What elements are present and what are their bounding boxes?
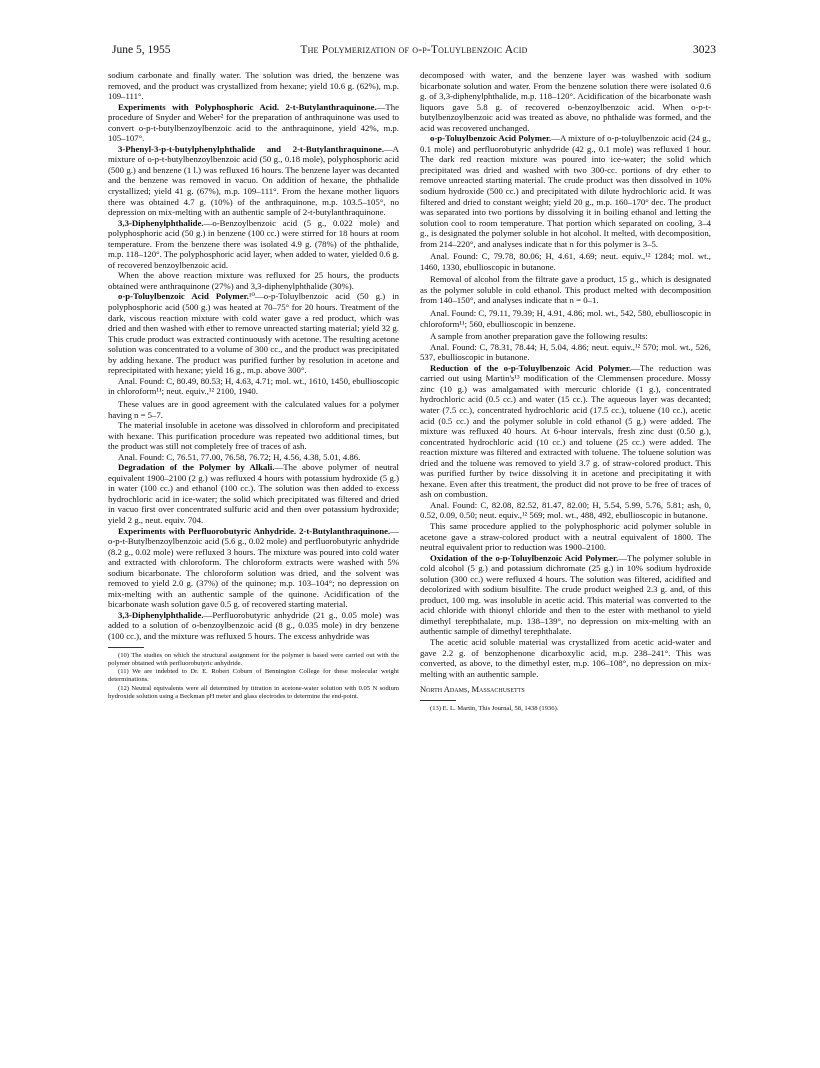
paragraph	[420, 342, 711, 363]
header-date: June 5, 1955	[112, 44, 171, 56]
paragraph	[420, 521, 711, 553]
paragraph	[108, 610, 399, 642]
paragraph-text: —o-p-t-Butylbenzoylbenzoic acid (5.6 g., 0.02 mole) and perfluorobutyric anhydride (8.2 g., 0.02 mole) were refluxed 3 hours. The mixture was poured into cold water and extracted with chloroform. The chloroform extracts were washed with 5% sodium bicarbonate. The chloroform solution was dried, and the solvent was removed to yield 2.0 g. (37%) of the quinone; m.p. 103–104°; no depression on mix-melting with an authentic sample of the quinone. Acidification of the bicarbonate wash solution gave 0.5 g. of recovered starting material.	[108, 525, 399, 610]
page-number: 3023	[693, 44, 716, 56]
paragraph-text: ¹⁰—o-p-Toluylbenzoic acid (50 g.) in polyphosphoric acid (500 g.) was heated at 70–75° for 20 hours. Treatment of the dark, viscous reaction mixture with cold water gave a red product, which was dried and then washed with ether to remove unreacted starting material; yield 32 g. This crude product was extracted continuously with acetone. The resulting acetone solution was concentrated to a volume of 300 cc., and the product was precipitated by adding hexane. The product was purified further by resolution in acetone and reprecipitated with hexane; yield 16 g., m.p. above 300°.	[108, 291, 399, 376]
running-head	[112, 44, 716, 60]
paragraph-text: When the above reaction mixture was refluxed for 25 hours, the products obtained were anthraquinone (27%) and 3,3-diphenylphthalide (30%).	[108, 270, 399, 291]
left-column	[108, 70, 399, 701]
paragraph	[108, 399, 399, 420]
paragraph-text: This same procedure applied to the polyphosphoric acid polymer soluble in acetone gave a straw-colored product with a neutral equivalent of 1800. The neutral equivalent prior to reduction was 1900–2100.	[420, 520, 711, 553]
footnote: (12) Neutral equivalents were all determined by titration in acetone-water solution with 0.05 N sodium hydroxide solution using a Beckman pH meter and glass electrodes to determine the end-point.	[108, 684, 399, 701]
paragraph-text: These values are in good agreement with the calculated values for a polymer having n = 5–7.	[108, 398, 399, 420]
paragraph	[420, 363, 711, 500]
paragraph	[420, 251, 711, 272]
paragraph-text: decomposed with water, and the benzene layer was washed with sodium bicarbonate solution and water. From the benzene solution there were isolated 0.6 g. of 3,3-diphenylphthalide, m.p. 118–120°. Acidification of the bicarbonate wash liquors gave 5.8 g. of recovered o-benzoylbenzoic acid. When o-p-t-butylbenzoylbenzoic acid was treated as above, no phthalide was formed, and the acid was recovered unchanged.	[420, 70, 711, 133]
paragraph-text: —The procedure of Snyder and Weber² for the preparation of anthraquinone was used to convert o-p-t-butylbenzoylbenzoic acid to the anthraquinone, yield 42%, m.p. 105–107°.	[108, 101, 399, 144]
section-heading: 3,3-Diphenylphthalide.	[118, 609, 204, 620]
paragraph-text: Anal. Found: C, 78.31, 78.44; H, 5.04, 4.86; neut. equiv.,¹² 570; mol. wt., 526, 537, ebullioscopic in butanone.	[420, 341, 711, 363]
paragraph	[420, 637, 711, 679]
paragraph-text: Anal. Found: C, 82.08, 82.52, 81.47, 82.00; H, 5.54, 5.99, 5.76, 5.81; ash, 0, 0.52, 0.09, 0.50; neut. equiv.,¹² 569; mol. wt., 488, 492, ebullioscopic in butanone.	[420, 499, 711, 521]
paragraph	[420, 70, 711, 133]
author-location: North Adams, Massachusetts	[420, 684, 525, 695]
paragraph	[420, 274, 711, 306]
footnote: (11) We are indebted to Dr. E. Robert Coburn of Bennington College for these molecular weight determinations.	[108, 668, 399, 684]
footnote-rule	[108, 647, 144, 648]
paragraph	[108, 452, 399, 463]
footnote: (10) The studies on which the structural assignment for the polymer is based were carried out with the polymer obtained with perfluorobutyric anhydride.	[108, 651, 399, 667]
header-title: The Polymerization of o-p-Toluylbenzoic Acid	[300, 44, 528, 56]
paragraph-text: —Perfluorobutyric anhydride (21 g., 0.05 mole) was added to a solution of o-benzoylbenzoic acid (8 g., 0.035 mole) in dry benzene (100 cc.), and the mixture was refluxed 5 hours. The excess anhydride was	[108, 609, 399, 641]
paragraph-text: —A mixture of o-p-toluylbenzoic acid (24 g., 0.1 mole) and perfluorobutyric anhydride (42 g., 0.1 mole) was refluxed 1 hour. The dark red reaction mixture was poured into ice-water; the solid which precipitated was dried and washed with two 300-cc. portions of dry ether to remove unreacted starting material. The crude product was then dissolved in 10% sodium hydroxide (500 cc.) and precipitated with dilute hydrochloric acid. It was filtered and dried to constant weight; yield 20 g., m.p. 160–170° dec. The product was separated into two portions by dissolving it in boiling ethanol and letting the solution cool to room temperature. That portion which separated on cooling, 3–4 g., is designated the polymer soluble in hot alcohol. It melted, with decomposition, from 214–220°, and analyses indicate that n for this polymer is 3–5.	[420, 133, 711, 249]
paragraph-text: The material insoluble in acetone was dissolved in chloroform and precipitated with hexane. This purification procedure was repeated two additional times, but the product was still not completely free of traces of ash.	[108, 420, 399, 452]
paragraph	[420, 308, 711, 329]
paragraph-text: —A mixture of o-p-t-butylbenzoylbenzoic acid (50 g., 0.18 mole), polyphosphoric acid (500 g.) and benzene (1 l.) was refluxed 16 hours. The benzene layer was decanted and the benzene was removed in vacuo. On addition of hexane, the phthalide crystallized; yield 41 g. (67%), m.p. 109–111°. From the hexane mother liquors there was obtained 4.7 g. (10%) of the anthraquinone, m.p. 103.5–105°, no depression on mix-melting with an authentic sample of 2-t-butylanthraquinone.	[108, 143, 399, 218]
paragraph-text: —The above polymer of neutral equivalent 1900–2100 (2 g.) was refluxed 4 hours with potassium hydroxide (5 g.) in water (100 cc.) and ethanol (100 cc.). The solution was then added to excess hydrochloric acid in ice-water; the solid which precipitated was filtered and dried in vacuo first over concentrated sulfuric acid and then over potassium hydroxide; yield 2 g., neut. equiv. 704.	[108, 462, 399, 525]
paragraph-text: Anal. Found: C, 79.78, 80.06; H, 4.61, 4.69; neut. equiv.,¹² 1284; mol. wt., 1460, 1330, ebullioscopic in butanone.	[420, 251, 711, 272]
paragraph-text: —The polymer soluble in cold alcohol (5 g.) and potassium dichromate (25 g.) in 10% sodium hydroxide solution (300 cc.) were refluxed 4 hours. The solution was filtered, acidified and decolorized with sodium bisulfite. The crude product weighed 2.3 g. and, of this product, 100 mg. was insoluble in acetic acid. This material was converted to the acid chloride with thionyl chloride and then to the ester with methanol to yield dimethyl terephthalate, m.p. 138–139°, no depression on mix-melting with an authentic sample of dimethyl terephthalate.	[420, 552, 711, 637]
paragraph-text: Anal. Found: C, 79.11, 79.39; H, 4.91, 4.86; mol. wt., 542, 580, ebullioscopic in chloroform¹¹; 560, ebullioscopic in benzene.	[420, 308, 711, 329]
paragraph	[108, 270, 399, 291]
section-heading: Experiments with Polyphosphoric Acid. 2-t-Butylanthraquinone.	[118, 101, 377, 112]
paragraph	[108, 420, 399, 452]
paragraph	[108, 376, 399, 397]
paragraph-text: Anal. Found: C, 80.49, 80.53; H, 4.63, 4.71; mol. wt., 1610, 1450, ebullioscopic in chloroform¹¹; neut. equiv.,¹² 2100, 1940.	[108, 375, 399, 397]
paragraph	[108, 102, 399, 144]
paragraph-text: —o-Benzoylbenzoic acid (5 g., 0.022 mole) and polyphosphoric acid (50 g.) in benzene (100 cc.) were stirred for 18 hours at room temperature. From the benzene there was isolated 4.9 g. (78%) of the phthalide, m.p. 118–120°. The polyphosphoric acid layer, when added to water, yielded 0.6 g. of recovered benzoylbenzoic acid.	[108, 217, 399, 270]
paragraph-text: Anal. Found: C, 76.51, 77.00, 76.58, 76.72; H, 4.56, 4.38, 5.01, 4.86.	[118, 451, 361, 462]
paragraph	[108, 462, 399, 525]
paragraph	[108, 526, 399, 610]
paragraph-text: Removal of alcohol from the filtrate gave a product, 15 g., which is designated as the polymer soluble in cold ethanol. This product melted with decomposition from 140–150°, and analyses indicate that n = 0–1.	[420, 274, 711, 306]
section-heading: Experiments with Perfluorobutyric Anhydride. 2-t-Butylanthraquinone.	[118, 525, 391, 536]
paragraph-text: The acetic acid soluble material was crystallized from acetic acid-water and gave 2.2 g. of benzophenone dicarboxylic acid, m.p. 238–241°. This was converted, as above, to the dimethyl ester, m.p. 106–108°, no depression on mix-melting with an authentic sample.	[420, 636, 711, 679]
paragraph	[420, 133, 711, 249]
paragraph-text: —The reduction was carried out using Martin's¹³ modification of the Clemmensen procedure. Mossy zinc (10 g.) was amalgamated with mercuric chloride (1 g.), concentrated hydrochloric acid (0.5 cc.) and water (15 cc.). The aqueous layer was decanted; water (7.5 cc.), concentrated hydrochloric acid (17.5 cc.), toluene (10 cc.), acetic acid (0.5 cc.) and the polymer soluble in cold ethanol (5 g.) were added. The mixture was refluxed 40 hours. At 6-hour intervals, fresh zinc dust (0.50 g.), concentrated hydrochloric acid (10 cc.) and toluene (25 cc.) were added. The reaction mixture was filtered and extracted with toluene. The toluene solution was dried and the toluene was removed to yield 3.7 g. of straw-colored product. This was purified further by twice dissolving it in acetone and precipitating it with hexane. Even after this treatment, the product did not prove to be free of traces of ash on combustion.	[420, 362, 711, 500]
footnote-rule	[420, 700, 456, 701]
section-heading: o-p-Toluylbenzoic Acid Polymer.	[430, 133, 552, 144]
section-heading: 3-Phenyl-3-p-t-butylphenylphthalide and 2-t-Butylanthraquinone.	[118, 143, 384, 154]
section-heading: 3,3-Diphenylphthalide.	[118, 217, 204, 228]
section-heading: o-p-Toluylbenzoic Acid Polymer.	[118, 291, 249, 302]
paragraph	[420, 553, 711, 637]
section-heading: Degradation of the Polymer by Alkali.	[118, 462, 275, 473]
paragraph	[420, 500, 711, 521]
section-heading: Oxidation of the o-p-Toluylbenzoic Acid Polymer.	[430, 552, 619, 563]
paragraph-text: A sample from another preparation gave the following results:	[430, 331, 648, 342]
paragraph	[108, 291, 399, 375]
paragraph	[108, 218, 399, 271]
footnote: (13) E. L. Martin, This Journal, 58, 1438 (1936).	[430, 704, 559, 712]
paragraph-text: sodium carbonate and finally water. The solution was dried, the benzene was removed, and the product was crystallized from hexane; yield 10.6 g. (62%), m.p. 109–111°.	[108, 70, 399, 102]
paragraph	[420, 331, 711, 342]
right-column	[420, 70, 711, 713]
section-heading: Reduction of the o-p-Toluylbenzoic Acid Polymer.	[430, 362, 632, 373]
paragraph	[108, 144, 399, 218]
paragraph	[108, 70, 399, 102]
